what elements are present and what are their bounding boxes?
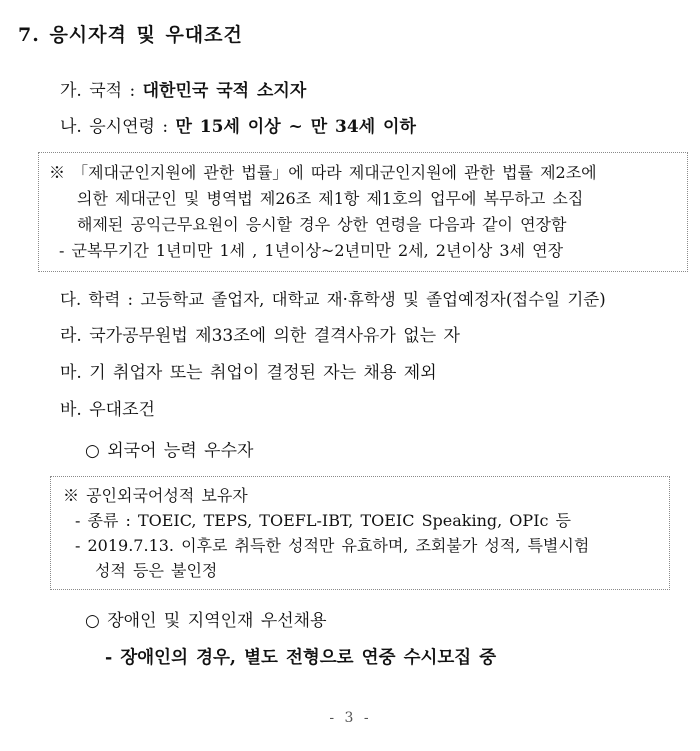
note-line: ※ 공인외국어성적 보유자 — [63, 486, 248, 505]
item-nationality — [60, 80, 700, 103]
note-line: 성적 등은 불인정 — [95, 561, 218, 580]
veteran-extension-note-box — [38, 152, 688, 272]
note-line: - 2019.7.13. 이후로 취득한 성적만 유효하며, 조회불가 성적, 특별시험 — [75, 536, 590, 555]
item-age — [60, 116, 700, 139]
note-line: - 군복무기간 1년미만 1세 , 1년이상~2년미만 2세, 2년이상 3세 연장 — [59, 241, 564, 260]
document-page — [0, 20, 700, 751]
note-line: 해제된 공익근무요원이 응시할 경우 상한 연령을 다음과 같이 연장함 — [77, 215, 567, 234]
language-score-note-box — [50, 476, 670, 590]
item-employed-exclusion: 마. 기 취업자 또는 취업이 결정된 자는 채용 제외 — [60, 363, 437, 383]
section-title: 7. 응시자격 및 우대조건 — [18, 24, 243, 46]
item-nationality-label: 가. 국적 : — [60, 81, 143, 101]
note-line: - 종류 : TOEIC, TEPS, TOEFL-IBT, TOEIC Speaking, OPIc 등 — [75, 511, 572, 530]
item-education: 다. 학력 : 고등학교 졸업자, 대학교 재·휴학생 및 졸업예정자(접수일 기준) — [60, 290, 606, 309]
sub-item-disabled-regional: ○ 장애인 및 지역인재 우선채용 — [85, 611, 327, 631]
item-preferential-conditions: 바. 우대조건 — [60, 400, 155, 420]
page-number: - 3 - — [329, 710, 371, 726]
note-line: ※ 「제대군인지원에 관한 법률」에 따라 제대군인지원에 관한 법률 제2조에 — [49, 163, 597, 182]
item-age-label: 나. 응시연령 : — [60, 117, 176, 137]
item-disqualification: 라. 국가공무원법 제33조에 의한 결격사유가 없는 자 — [60, 326, 460, 346]
item-nationality-value: 대한민국 국적 소지자 — [142, 81, 307, 101]
sub-item-foreign-language: ○ 외국어 능력 우수자 — [85, 441, 254, 461]
sub-item-disabled-detail: - 장애인의 경우, 별도 전형으로 연중 수시모집 중 — [105, 648, 497, 668]
item-age-value: 만 15세 이상 ~ 만 34세 이하 — [175, 117, 416, 137]
note-line: 의한 제대군인 및 병역법 제26조 제1항 제1호의 업무에 복무하고 소집 — [77, 189, 584, 208]
